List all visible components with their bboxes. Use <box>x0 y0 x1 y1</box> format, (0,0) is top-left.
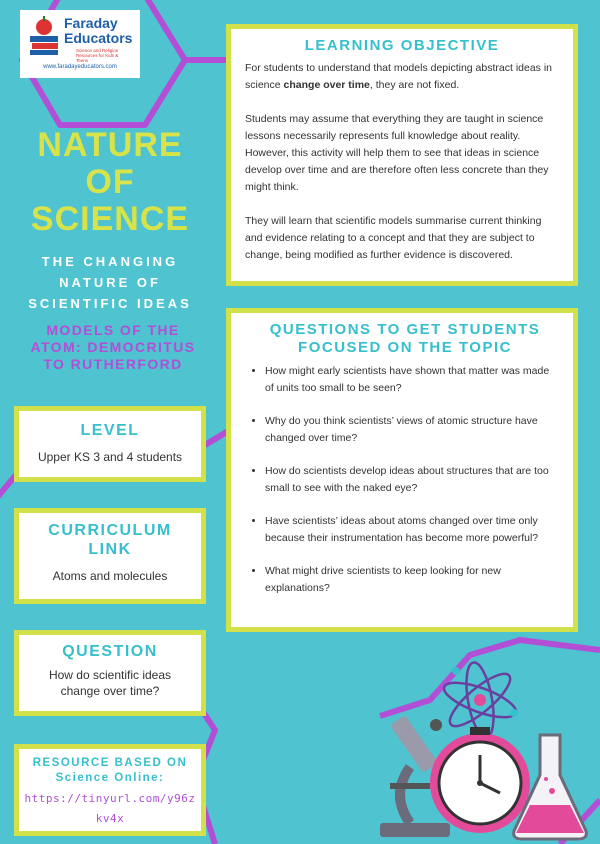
subtitle <box>20 251 200 314</box>
subtitle-line-1: THE CHANGING <box>41 254 179 269</box>
logo-tagline: Science and Religion Resources for Kids & Teens <box>76 48 119 63</box>
level-heading: LEVEL <box>80 422 140 439</box>
resource-heading <box>19 756 201 786</box>
logo-name: Faraday Educators <box>64 15 133 46</box>
learning-objective-heading: LEARNING OBJECTIVE <box>304 37 500 54</box>
question-line-1: How do scientific ideas <box>48 668 172 682</box>
question-line-2: change over time? <box>60 684 160 698</box>
list-item: • How do scientists develop ideas about structures that are too small to see with the naked eye? <box>265 463 559 497</box>
title-line-3: SCIENCE <box>30 200 190 238</box>
curriculum-value: Atoms and molecules <box>52 569 168 583</box>
objective-emphasis: change over time <box>283 79 370 91</box>
objective-text-end: , they are not fixed. <box>369 79 460 91</box>
title-line-1: NATURE <box>37 126 183 164</box>
learning-objective-paragraph-2: Students may assume that everything they are taught in science lessons necessarily represents full knowledge about reality. However, this activity will help them to see that ideas in science develop over time and are therefore often less concrete than they might think. <box>245 113 549 193</box>
logo-url[interactable]: www.faradayeducators.com <box>43 64 117 70</box>
focus-questions-heading <box>251 321 559 357</box>
focus-questions-list <box>251 363 559 597</box>
list-item: • What might drive scientists to keep looking for new explanations? <box>265 563 559 597</box>
topic-title <box>22 322 204 373</box>
science-illustration <box>370 655 600 844</box>
curriculum-heading-line-2: LINK <box>88 541 132 558</box>
topic-line-2: ATOM: DEMOCRITUS <box>30 339 196 355</box>
subtitle-line-2: NATURE OF <box>59 275 161 290</box>
topic-line-3: TO RUTHERFORD <box>43 356 183 372</box>
curriculum-link-box <box>14 508 206 604</box>
objective-text: For students to understand that models depicting abstract ideas in science <box>245 62 553 91</box>
curriculum-heading <box>19 521 201 559</box>
title-line-2: OF <box>85 163 135 201</box>
learning-objective-paragraph-1 <box>245 60 559 94</box>
resource-link[interactable] <box>19 789 201 829</box>
list-item: • Why do you think scientists’ views of atomic structure have changed over time? <box>265 413 559 447</box>
faraday-educators-logo <box>20 10 140 78</box>
learning-objective-paragraph-3: They will learn that scientific models summarise current thinking and evidence relating to a concept and that they are subject to change, being modified as further evidence is discovered. <box>245 215 542 261</box>
resource-box <box>14 744 206 836</box>
topic-line-1: MODELS OF THE <box>46 322 180 338</box>
subtitle-line-3: SCIENTIFIC IDEAS <box>28 296 192 311</box>
list-item: • Have scientists’ ideas about atoms changed over time only because their instrumentation has become more powerful? <box>265 513 559 547</box>
resource-heading-line-1: RESOURCE BASED ON <box>32 757 188 769</box>
level-value: Upper KS 3 and 4 students <box>37 450 183 464</box>
resource-url-line-2[interactable]: kv4x <box>95 812 125 825</box>
focus-questions-heading-line-1: QUESTIONS TO GET STUDENTS <box>269 321 541 338</box>
learning-objective-box <box>226 24 578 286</box>
question-box <box>14 630 206 716</box>
curriculum-heading-line-1: CURRICULUM <box>48 522 172 539</box>
resource-url-line-1[interactable]: https://tinyurl.com/y96z <box>24 792 196 805</box>
question-heading: QUESTION <box>62 643 158 660</box>
focus-questions-heading-line-2: FOCUSED ON THE TOPIC <box>298 339 512 356</box>
resource-heading-line-2: Science Online: <box>55 772 165 784</box>
books-apple-icon <box>24 14 64 58</box>
question-text <box>19 667 201 699</box>
list-item: • How might early scientists have shown that matter was made of units too small to be seen? <box>265 363 559 397</box>
clock-icon <box>430 727 530 833</box>
level-box <box>14 406 206 482</box>
focus-questions-box <box>226 308 578 632</box>
